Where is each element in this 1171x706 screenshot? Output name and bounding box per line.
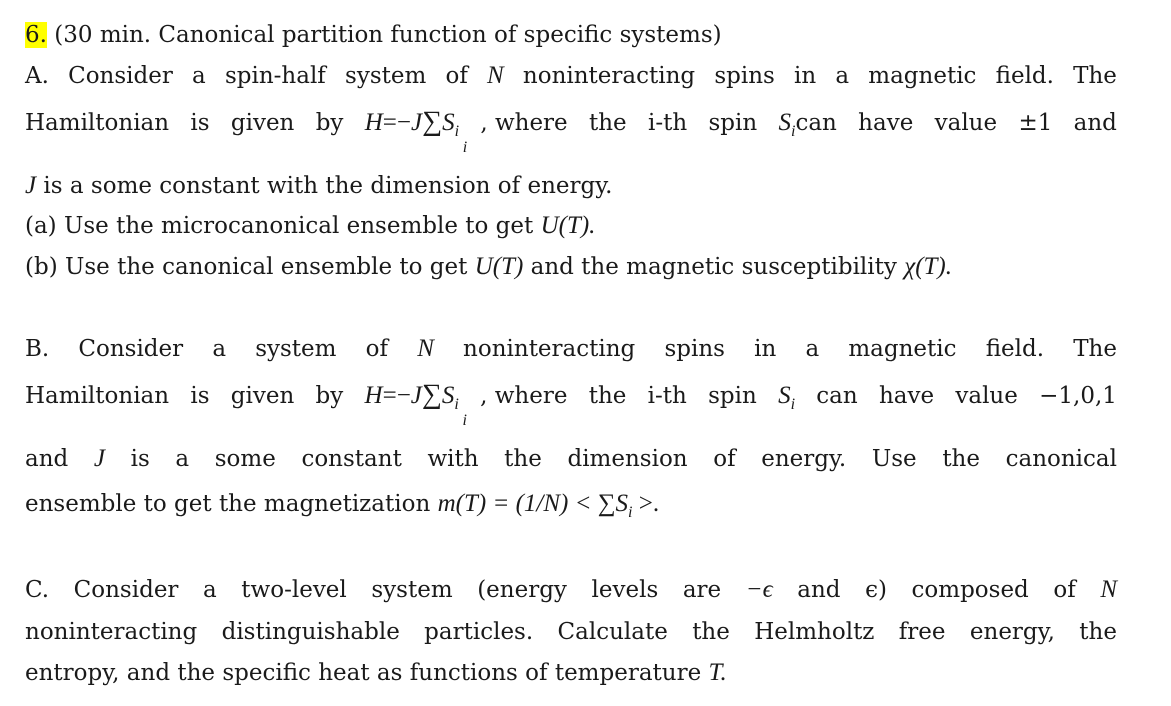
word: C. [25, 577, 50, 603]
var-j: J [93, 445, 105, 472]
word: levels [591, 577, 659, 603]
formula-u-t: U(T). [540, 212, 596, 239]
word: free [898, 619, 946, 645]
var-n: N [1100, 576, 1117, 603]
word: in [754, 336, 777, 362]
word: some [214, 446, 276, 472]
word: the [942, 446, 980, 472]
word: by [315, 383, 344, 409]
word: , where [480, 383, 568, 409]
part-c-line-2 [25, 617, 1117, 647]
word: a [805, 336, 820, 362]
word: distinguishable [221, 619, 400, 645]
word: field. [985, 336, 1045, 362]
word: Consider [78, 336, 184, 362]
word: B. [25, 336, 50, 362]
sum-index-i: i [462, 412, 467, 429]
word: a [203, 577, 217, 603]
word: value [955, 383, 1018, 409]
word: with [427, 446, 479, 472]
word: can [795, 110, 837, 136]
hamiltonian-formula [364, 379, 467, 429]
word: and [1073, 110, 1117, 136]
word: , where [480, 110, 568, 136]
word: energy. [761, 446, 847, 472]
word: The [1073, 336, 1117, 362]
word: spin-half [224, 63, 326, 89]
word: the [1079, 619, 1117, 645]
word: the [588, 383, 627, 409]
part-b-line-2 [25, 379, 1117, 429]
word: Hamiltonian [25, 110, 170, 136]
word: i-th [647, 110, 688, 136]
word: is [130, 446, 150, 472]
word: have [858, 110, 914, 136]
word: given [230, 110, 295, 136]
spin-s-i [778, 108, 836, 141]
equals-minus: =− [382, 109, 411, 136]
var-n: N [487, 62, 504, 89]
text: (a) Use the microcanonical ensemble to get [25, 213, 534, 239]
formula-chi-t: χ(T). [904, 253, 953, 280]
word: the [588, 110, 627, 136]
word: the [504, 446, 542, 472]
var-j: J [410, 109, 423, 136]
word: are [682, 577, 722, 603]
formula-u-t: U(T) [474, 253, 524, 280]
text: ensemble to get the magnetization [25, 491, 431, 517]
word: magnetic [868, 63, 977, 89]
word: Consider [73, 577, 179, 603]
word: a [212, 336, 227, 362]
part-a-line-3 [25, 171, 612, 201]
word: given [230, 383, 295, 409]
word: dimension [567, 446, 688, 472]
subscript-i: i [790, 396, 796, 413]
word: have [878, 383, 935, 409]
word: system [345, 63, 427, 89]
word: Helmholtz [754, 619, 875, 645]
word: constant [301, 446, 402, 472]
formula-magnetization: m(T) = (1/N) < ∑S [437, 490, 629, 517]
subscript-i: i [628, 504, 633, 521]
problem-number: 6. [25, 22, 47, 48]
subscript-i: i [790, 123, 796, 140]
text: and the magnetic susceptibility [530, 254, 897, 280]
word: spin [708, 383, 757, 409]
word: a [192, 63, 206, 89]
word: in [794, 63, 817, 89]
var-s: S [778, 382, 791, 409]
var-h: H [364, 382, 383, 409]
word: i-th [647, 383, 687, 409]
word: magnetic [848, 336, 957, 362]
energy-minus-epsilon: −ϵ [745, 576, 773, 603]
var-s: S [778, 109, 791, 136]
word: canonical [1005, 446, 1117, 472]
subscript-i: i [454, 123, 460, 140]
var-s: S [441, 382, 455, 409]
word: two-level [241, 577, 347, 603]
sum-index-i: i [462, 139, 468, 156]
part-b-line-1 [25, 334, 1117, 364]
text: is a some constant with the dimension of energy. [43, 173, 613, 199]
word: system [255, 336, 337, 362]
word: The [1073, 63, 1117, 89]
word: and [797, 577, 841, 603]
part-a-item-a [25, 211, 595, 241]
energy-epsilon: ϵ) [865, 577, 887, 603]
var-h: H [364, 109, 383, 136]
word: is [190, 383, 210, 409]
word: noninteracting [463, 336, 636, 362]
word: (energy [477, 577, 567, 603]
word: can [816, 383, 858, 409]
value-pm-one: ±1 [1018, 110, 1053, 136]
hamiltonian-formula [364, 106, 468, 156]
word: of [445, 63, 468, 89]
word: Use [871, 446, 917, 472]
var-j: J [25, 172, 37, 199]
part-c-line-1 [25, 575, 1117, 605]
word: a [175, 446, 190, 472]
word: A. [25, 63, 49, 89]
formula-end: >. [632, 490, 660, 517]
word: of [365, 336, 389, 362]
word: Calculate [557, 619, 668, 645]
word: composed [911, 577, 1029, 603]
word: system [371, 577, 453, 603]
var-s: S [442, 109, 455, 136]
part-a-line-2 [25, 106, 1117, 156]
word: particles. [424, 619, 534, 645]
word: value [934, 110, 998, 136]
text: (b) Use the canonical ensemble to get [25, 254, 468, 280]
part-b-line-4 [25, 489, 659, 522]
spin-s-i [778, 381, 795, 414]
word: field. [995, 63, 1054, 89]
word: noninteracting [25, 619, 198, 645]
problem-header [25, 20, 722, 50]
word: energy, [969, 619, 1055, 645]
word: spins [714, 63, 775, 89]
word: of [713, 446, 736, 472]
word: by [315, 110, 344, 136]
text: entropy, and the specific heat as functions of temperature [25, 660, 702, 686]
word: is [190, 110, 210, 136]
word: noninteracting [522, 63, 696, 89]
var-n: N [417, 335, 434, 362]
part-c-line-3 [25, 658, 727, 688]
sum-symbol: ∑ [422, 106, 443, 137]
var-j: J [410, 382, 422, 409]
part-a-item-b [25, 252, 952, 282]
word: Consider [68, 63, 173, 89]
equals-minus: =− [382, 382, 411, 409]
var-t: T. [708, 659, 727, 686]
word: and [25, 446, 69, 472]
part-a-line-1 [25, 61, 1117, 91]
word: spin [708, 110, 758, 136]
word: of [1053, 577, 1076, 603]
part-b-line-3 [25, 444, 1117, 474]
word: a [835, 63, 850, 89]
word: the [692, 619, 730, 645]
word: spins [664, 336, 725, 362]
word: Hamiltonian [25, 383, 170, 409]
problem-header-text: (30 min. Canonical partition function of specific systems) [54, 22, 722, 48]
subscript-i: i [454, 396, 459, 413]
value-list: −1,0,1 [1039, 383, 1117, 409]
sum-symbol: ∑ [421, 379, 442, 410]
